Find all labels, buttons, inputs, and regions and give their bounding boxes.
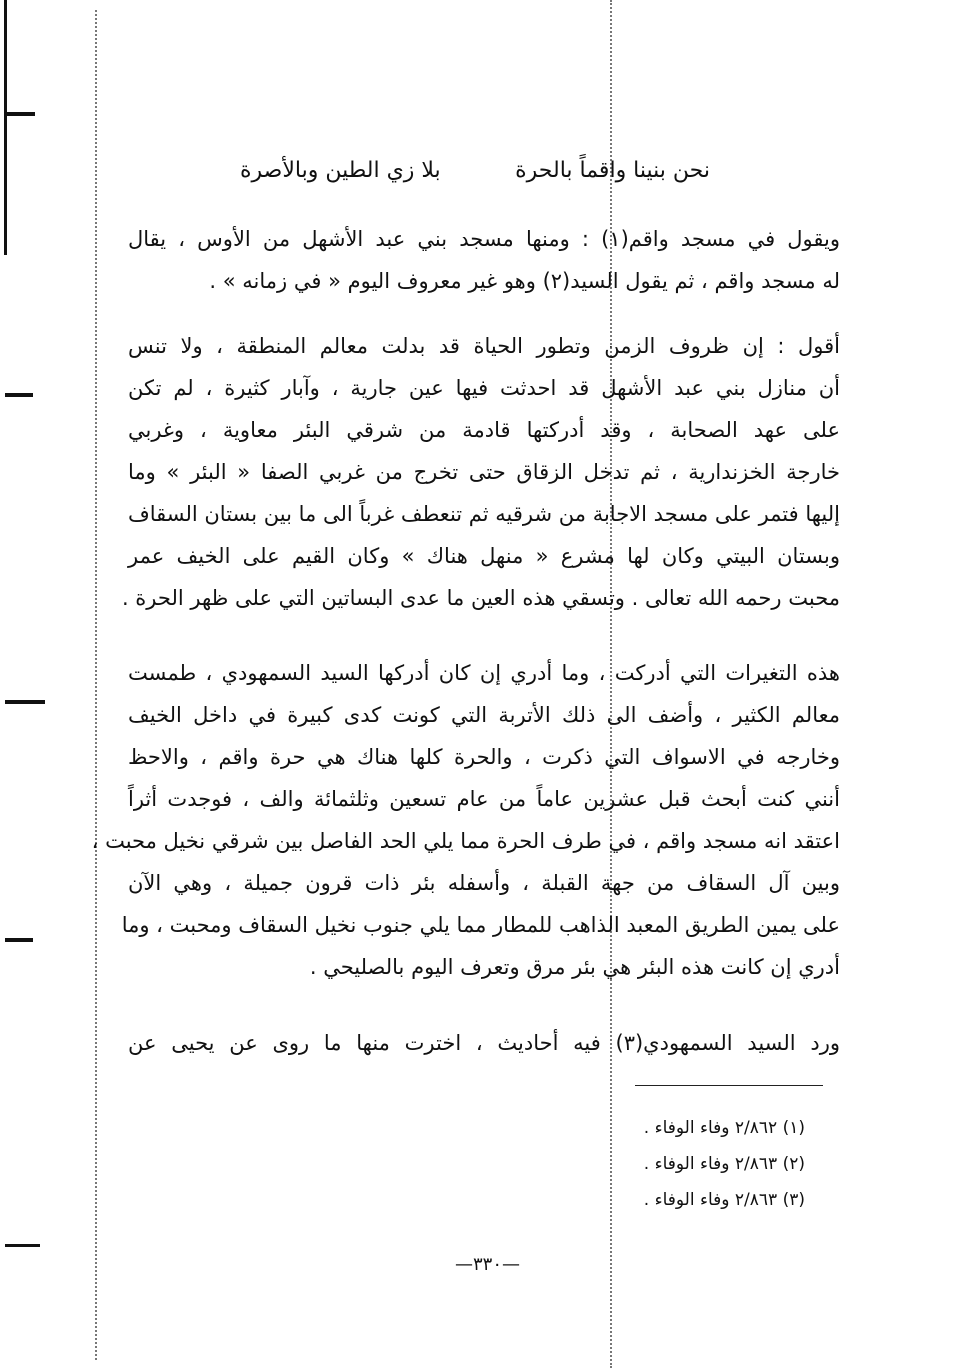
text-line: أقول : إن ظروف الزمن وتطور الحياة قد بدلت معالم المنطقة ، ولا تنس	[128, 334, 840, 358]
text-line: وبستان البيتي وكان لها مشرع « منهل هناك » وكان القيم على الخيف عمر	[128, 544, 840, 568]
paragraph-1	[128, 218, 840, 302]
paragraph-3	[91, 652, 840, 988]
verse-hemistich-left: بلا زي الطين وبالأصرة	[240, 158, 441, 183]
margin-tick	[5, 700, 45, 704]
text-line: على عهد الصحابة ، وقد أدركتها قادمة من شرقي البئر معاوية ، وغربي	[128, 418, 840, 442]
scan-dotted-line	[95, 10, 97, 1360]
text-line: محبت رحمه الله تعالى . وتسقي هذه العين ما عدى البساتين التي على ظهر الحرة .	[121, 586, 840, 610]
text-line: هذه التغيرات التي أدركت ، وما أدري إن كان أدركها السيد السمهودي ، طمست	[128, 661, 840, 685]
page-number: —٣٣٠—	[455, 1254, 521, 1275]
footnote-1: (١) ٢/٨٦٢ وفاء الوفاء .	[643, 1118, 805, 1138]
verse-heading	[240, 158, 710, 183]
text-line: وخارجه في الاسواف التي ذكرت ، والحرة كلها هناك هي حرة واقم ، والاحظ	[128, 745, 840, 769]
text-line: ويقول في مسجد واقم(١) : ومنها مسجد بني عبد الأشهل من الأوس ، يقال	[128, 227, 840, 251]
margin-tick	[5, 112, 35, 116]
text-line: أن منازل بني عبد الأشهل قد احدثت فيها عين جارية ، وآبار كثيرة ، لم تكن	[128, 376, 840, 400]
text-line: ورد السيد السمهودي(٣) فيه أحاديث ، اخترت منها ما روى عن يحيى عن	[128, 1031, 840, 1055]
text-line: خارجة الخزندارية ، ثم تدخل الزقاق حتى تخرج من غربي الصفا « البئر » وما	[128, 460, 840, 484]
text-line: له مسجد واقم ، ثم يقول السيد(٢) وهو غير معروف اليوم « في زمانه » .	[209, 269, 840, 293]
text-line: اعتقد انه مسجد واقم ، في طرف الحرة مما يلي الحد الفاصل بين شرقي نخيل محبت ،	[91, 829, 840, 853]
footnote-2: (٢) ٢/٨٦٣ وفاء الوفاء .	[643, 1154, 805, 1174]
text-line: على يمين الطريق المعبد الذاهب للمطار مما يلي جنوب نخيل السقاف ومحبت ، وما	[121, 913, 840, 937]
margin-tick	[5, 393, 33, 397]
margin-tick	[5, 938, 33, 942]
margin-tick	[5, 1244, 40, 1247]
footnote-separator	[635, 1085, 823, 1086]
footnotes	[590, 1110, 805, 1218]
text-line: وبين آل السقاف من جهة القبلة ، وأسفله بئر ذات قرون جميلة ، وهي الآن	[128, 871, 840, 895]
margin-binding-line	[4, 0, 7, 255]
text-line: إليها فتمر على مسجد الاجابة من شرقيه ثم تنعطف غرباً الى ما بين بستان السقاف	[127, 502, 840, 526]
paragraph-2	[121, 325, 840, 619]
text-line: أدري إن كانت هذه البئر هي بئر مرق وتعرف اليوم بالصليحي .	[309, 955, 840, 979]
footnote-3: (٣) ٢/٨٦٣ وفاء الوفاء .	[643, 1190, 805, 1210]
paragraph-4	[128, 1022, 840, 1064]
text-line: أنني كنت أبحث قبل عشرين عاماً من عام تسعين وثلثمائة والف ، فوجدت أثراً	[128, 787, 840, 811]
verse-hemistich-right: نحن بنينا واقماً بالحرة	[515, 158, 710, 183]
text-line: معالم الكثير ، وأضف الى ذلك الأتربة التي كونت كدى كبيرة في داخل الخيف	[128, 703, 840, 727]
